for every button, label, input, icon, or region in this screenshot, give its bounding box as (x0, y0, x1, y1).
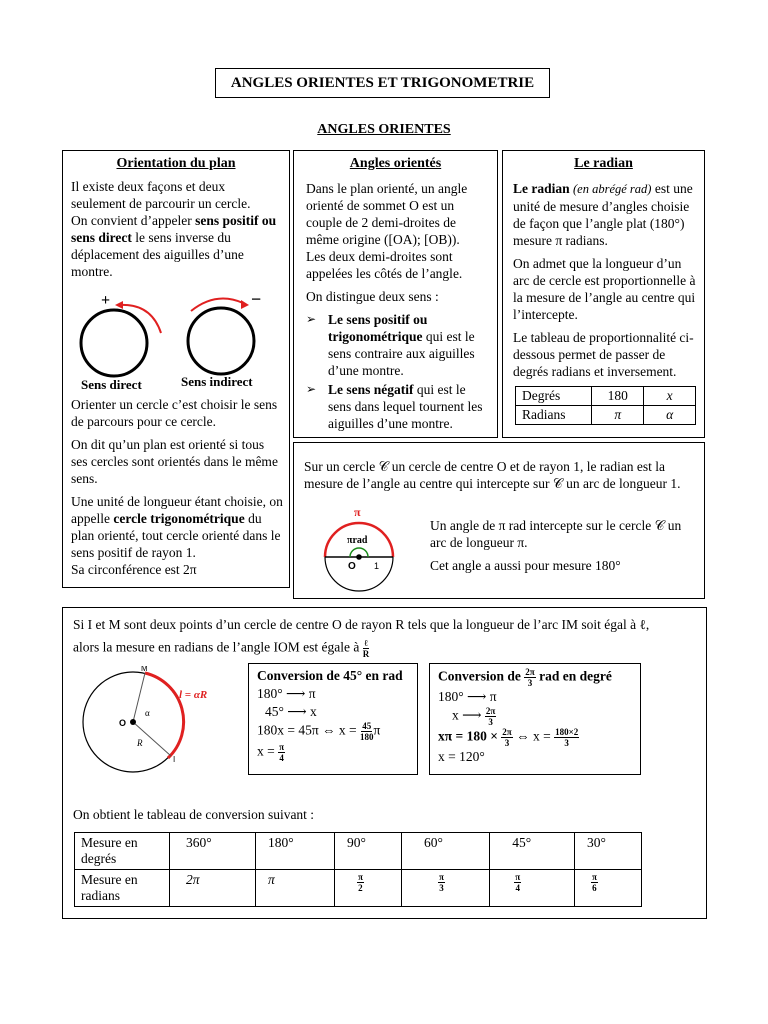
orientation-text-1: Il existe deux façons et deux seulement de parcourir un cercle. (71, 179, 251, 211)
degree-cell: 360° (170, 833, 256, 870)
radian-text-3: Le tableau de proportionnalité ci-dessous permet de passer de degrés radians et inversement. (513, 330, 694, 379)
row-label-degres: Mesure en degrés (75, 833, 170, 870)
radian-table (515, 386, 696, 425)
radian-cell: 180 (592, 387, 644, 406)
angles-heading: Angles orientés (349, 156, 442, 171)
degree-cell: 45° (490, 833, 575, 870)
conversion-2pi3-line: xπ = 180 × $\frac{2\pi}{3}$ ⇔ x = $\frac{180\times 2}{3}$ (438, 727, 579, 748)
i-label: I (173, 755, 176, 764)
pi-angle-text: Cet angle a aussi pour mesure 180° (430, 558, 621, 573)
conversion-table (74, 832, 642, 907)
pi-arc-text: Un angle de π rad intercepte sur le cercle 𝒞 un arc de longueur π. (430, 518, 682, 550)
alpha-label: α (145, 708, 150, 718)
angles-text-1: Dans le plan orienté, un angle orienté de sommet O est un couple de 2 demi-droites de même origine ([OA); [OB)). (306, 181, 468, 247)
center-o (130, 719, 136, 725)
radian-heading: Le radian (574, 156, 633, 171)
radian-text-2: On admet que la longueur d’un arc de cercle est proportionnelle à la mesure de l’angle au centre qui l’intercepte. (513, 256, 696, 322)
arc-formula: l = αR (179, 689, 208, 701)
conversion-45-box (248, 663, 418, 775)
center-point (356, 554, 362, 560)
arc-definition-line-1: Si I et M sont deux points d’un cercle de centre O de rayon R tels que la longueur de l’arc IM soit égal à ℓ, (73, 617, 650, 632)
section-title: ANGLES ORIENTES (317, 122, 451, 137)
orientation-text-2: On convient d’appeler sens positif ou sens direct le sens inverse du déplacement des aiguilles d’une montre. (71, 213, 277, 279)
one-label: 1 (374, 561, 380, 571)
l-over-r-fraction: $\frac{\text{ℓ}}{R}$ (362, 638, 370, 659)
arc-length-figure (73, 666, 243, 776)
m-label: M (141, 666, 148, 673)
sens-negatif-item: ➢ Le sens négatif qui est le sens dans lequel tournent les aiguilles d’une montre. (306, 381, 487, 432)
angles-text-2: Les deux demi-droites sont appelées les côtés de l’angle. (306, 249, 463, 281)
degree-cell: 60° (401, 833, 489, 870)
direct-arrowhead (115, 301, 123, 309)
conversion-45-line: 180x = 45π ⇔ x = $\frac{45}{180}$ π (257, 721, 381, 742)
orientation-text-3: Orienter un cercle c’est choisir le sens de parcours pour ce cercle. (71, 397, 278, 429)
radian-box (502, 150, 705, 438)
radian-value-cell: $\frac{\pi}{4}$ (490, 870, 575, 907)
arc-im (145, 673, 184, 758)
conversion-45-line: 45° ⟶ x (265, 704, 317, 719)
conversion-45-title: Conversion de 45° en rad (257, 668, 403, 683)
radian-value-cell: $\frac{\pi}{6}$ (574, 870, 641, 907)
sens-positif-item: ➢ Le sens positif ou trigonométrique qui est le sens contraire aux aiguilles d’une montre. (306, 311, 487, 379)
radian-cell: Degrés (516, 387, 592, 406)
radian-value-cell: π (256, 870, 335, 907)
indirect-arrowhead (241, 300, 249, 309)
radian-cell: π (592, 406, 644, 425)
indirect-circle (188, 308, 254, 374)
angles-box (293, 150, 498, 438)
conversion-2pi3-line: 180° ⟶ π (438, 689, 497, 704)
conversion-2pi3-line: x = 120° (438, 749, 485, 764)
degree-cell: 180° (256, 833, 335, 870)
orientation-box (62, 150, 290, 588)
o-label: O (348, 561, 356, 572)
pi-label: π (354, 505, 361, 519)
conversion-2pi3-line: x ⟶ $\frac{2\pi}{3}$ (452, 706, 496, 727)
conversion-45-line: 180° ⟶ π (257, 686, 316, 701)
radian-value-cell: 2π (170, 870, 256, 907)
direct-circle (81, 310, 147, 376)
radian-value-cell: $\frac{\pi}{3}$ (401, 870, 489, 907)
conversion-2pi3-title: Conversion de $\frac{2\pi}{3}$ rad en degré (438, 667, 612, 688)
orientation-heading: Orientation du plan (116, 156, 236, 171)
radian-cell: Radians (516, 406, 592, 425)
pirad-label: πrad (347, 535, 368, 546)
radian-text-1: Le radian (en abrégé rad) est une unité de mesure d’angles choisie de façon que l’angle plat (180°) mesure π radians. (513, 181, 693, 248)
degree-cell: 30° (574, 833, 641, 870)
row-label-radians: Mesure en radians (75, 870, 170, 907)
radian-definition-box (293, 442, 705, 599)
conversion-45-line: x = $\frac{\pi}{4}$ (257, 742, 285, 763)
pi-rad-figure (312, 501, 422, 597)
conversion-table-intro: On obtient le tableau de conversion suivant : (73, 807, 315, 822)
radian-value-cell: $\frac{\pi}{2}$ (334, 870, 401, 907)
orientation-text-6: Sa circonférence est 2π (71, 562, 197, 577)
main-title: ANGLES ORIENTES ET TRIGONOMETRIE (215, 68, 550, 98)
radian-cell: α (644, 406, 696, 425)
radius-om (133, 673, 145, 722)
degree-cell: 90° (334, 833, 401, 870)
arc-definition-line-2: alors la mesure en radians de l’angle IOM est égale à $\frac{\text{ℓ}}{R}$ (73, 638, 370, 659)
orientation-text-4: On dit qu’un plan est orienté si tous ses cercles sont orientés dans le même sens. (71, 437, 278, 486)
o-label: O (119, 718, 127, 728)
orientation-circles-figure (71, 291, 286, 391)
minus-sign: − (251, 291, 262, 309)
orientation-text-5: Une unité de longueur étant choisie, on appelle cercle trigonométrique du plan orienté, tout cercle orienté dans le sens positif de rayon 1. (71, 494, 283, 560)
label-sens-direct: Sens direct (81, 377, 142, 391)
plus-sign: + (101, 292, 111, 309)
r-label: R (137, 738, 143, 748)
direct-arrow (119, 305, 161, 333)
radian-definition-text: Sur un cercle 𝒞 un cercle de centre O et de rayon 1, le radian est la mesure de l’angle au centre qui intercepte sur 𝒞 un arc de longueur 1. (304, 459, 681, 491)
radian-cell: x (644, 387, 696, 406)
conversion-section (62, 607, 707, 919)
conversion-2pi3-box (429, 663, 641, 775)
label-sens-indirect: Sens indirect (181, 374, 253, 389)
angles-text-3: On distingue deux sens : (306, 289, 439, 304)
